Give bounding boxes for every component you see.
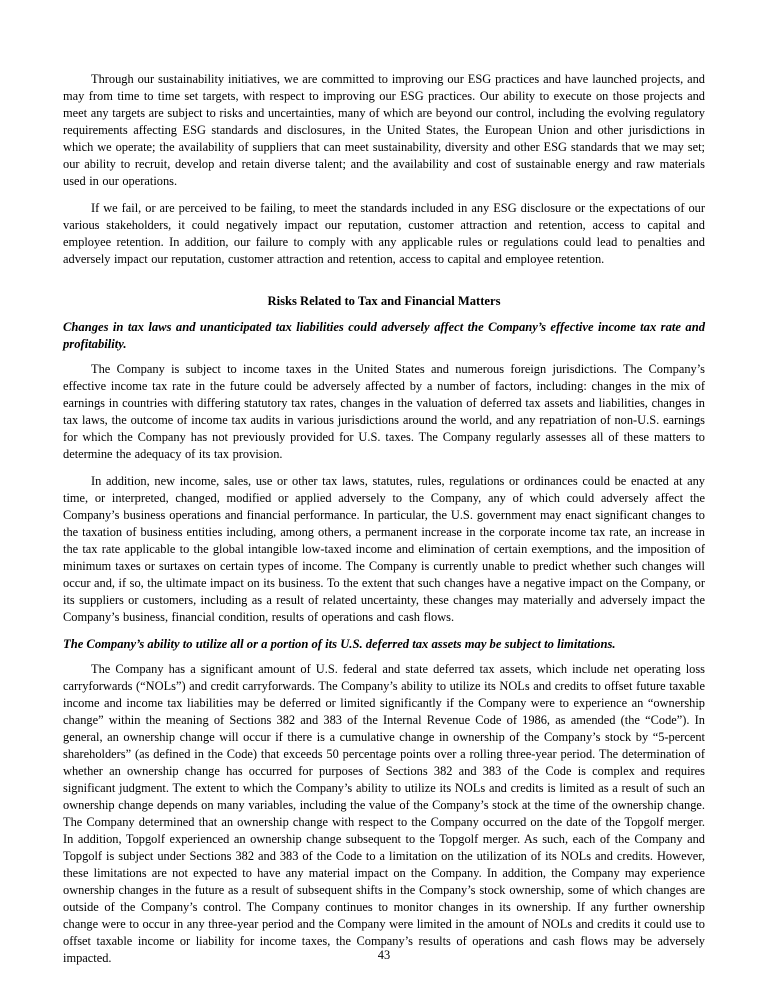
paragraph-esg-initiatives: Through our sustainability initiatives, we are committed to improving our ESG practices and have launched projects, and may from time to time set targets, with respect to improving our ESG practices. Our ability to execute on those projects and meet any targets are subject to risks and uncertainties, many of which are beyond our control, including the evolving regulatory requirements affecting ESG standards and disclosures, in the United States, the European Union and other jurisdictions in which we operate; the availability of suppliers that can meet sustainability, diversity and other ESG standards that we may set; our ability to recruit, develop and retain diverse talent; and the availability and cost of sustainable energy and raw materials used in our operations. (63, 72, 705, 188)
paragraph-deferred-tax-assets: The Company has a significant amount of U.S. federal and state deferred tax assets, which include net operating loss carryforwards (“NOLs”) and credit carryforwards. The Company’s ability to utilize its NOLs and credits to offset future taxable income and income tax liabilities may be deferred or limited significantly if the Company were to experience an “ownership change” within the meaning of Sections 382 and 383 of the Internal Revenue Code of 1986, as amended (the “Code”). In general, an ownership change will occur if there is a cumulative change in ownership of the Company’s stock by “5-percent shareholders” (as defined in the Code) that exceeds 50 percentage points over a rolling three-year period. The determination of whether an ownership change has occurred for purposes of Sections 382 and 383 of the Code is complex and requires significant judgment. The extent to which the Company’s ability to utilize its NOLs and credits is limited as a result of such an ownership change depends on many variables, including the value of the Company’s stock at the time of the ownership change. The Company determined that an ownership change with respect to the Company occurred on the date of the Topgolf merger. In addition, Topgolf experienced an ownership change subsequent to the Topgolf merger. As such, each of the Company and Topgolf is subject under Sections 382 and 383 of the Code to a limitation on the utilization of its NOLs and credits. However, these limitations are not expected to have any material impact on the Company. In addition, the Company may experience ownership changes in the future as a result of subsequent shifts in the Company’s stock ownership, some of which changes are outside of the Company’s control. The Company continues to monitor changes in its ownership. If any further ownership change were to occur in any three-year period and the Company were limited in the amount of NOLs and credits it could use to offset taxable income or liability for income taxes, the Company’s results of operations and cash flows may be adversely impacted. (63, 662, 705, 965)
paragraph-new-tax-laws: In addition, new income, sales, use or other tax laws, statutes, rules, regulations or ordinances could be enacted at any time, or interpreted, changed, modified or applied adversely to the Company, any of which could adversely affect the Company’s business operations and financial performance. In particular, the U.S. government may enact significant changes to the taxation of business entities including, among others, a permanent increase in the corporate income tax rate, an increase in the tax rate applicable to the global intangible low-taxed income and elimination of certain exemptions, and the imposition of minimum taxes or surtaxes on certain types of income. The Company is currently unable to predict whether such changes will occur and, if so, the ultimate impact on its business. To the extent that such changes have a negative impact on the Company, or its suppliers or customers, including as a result of related uncertainty, these changes may materially and adversely impact the Company’s business, financial condition, results of operations and cash flows. (63, 474, 705, 624)
sub-heading-tax-laws-liabilities: Changes in tax laws and unanticipated tax liabilities could adversely affect the Company’s effective income tax rate and profitability. (63, 320, 705, 351)
page-number: 43 (377, 948, 391, 962)
sub-heading-deferred-tax-limitations: The Company’s ability to utilize all or a portion of its U.S. deferred tax assets may be subject to limitations. (63, 637, 616, 651)
paragraph-income-taxes: The Company is subject to income taxes in the United States and numerous foreign jurisdictions. The Company’s effective income tax rate in the future could be adversely affected by a number of factors, including: changes in the mix of earnings in countries with differing statutory tax rates, changes in the valuation of deferred tax assets and liabilities, changes in tax laws, the outcome of income tax audits in various jurisdictions around the world, and any repatriation of non-U.S. earnings for which the Company has not previously provided for U.S. taxes. The Company regularly assesses all of these matters to determine the adequacy of its tax provision. (63, 362, 705, 461)
paragraph-esg-failure: If we fail, or are perceived to be failing, to meet the standards included in any ESG disclosure or the expectations of our various stakeholders, it could negatively impact our reputation, customer attraction and retention, access to capital and employee retention. In addition, our failure to comply with any applicable rules or regulations could lead to penalties and adversely impact our reputation, customer attraction and retention, access to capital and employee retention. (63, 201, 705, 266)
section-heading-tax-financial-matters: Risks Related to Tax and Financial Matters (267, 294, 501, 308)
